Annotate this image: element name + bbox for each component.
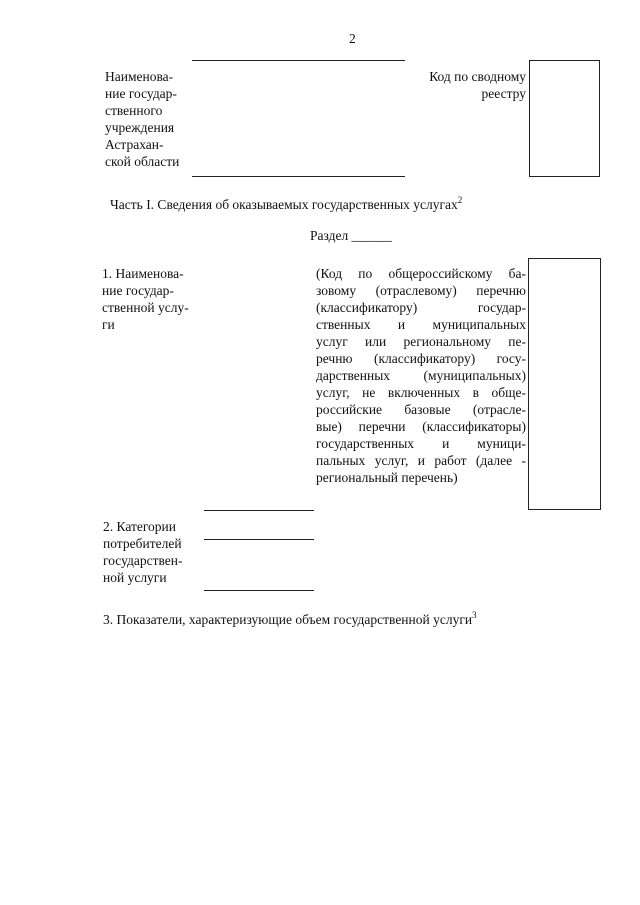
classifier-code-note-line: речню (классификатору) госу- [316,351,526,366]
part-title-footnote: 2 [457,195,463,205]
service-name-label-line: 1. Наименова- [102,266,184,281]
register-code-box [529,60,600,177]
institution-label-line: Наименова- [105,69,174,84]
consumer-category-line-bottom [204,590,314,591]
classifier-code-note-line: дарственных (муниципальных) [316,368,526,383]
classifier-code-note [316,265,526,486]
service-name-label [102,265,189,333]
consumer-category-label-line: 2. Категории [103,519,177,534]
volume-indicators-text: 3. Показатели, характеризующие объем государственной услуги [103,612,473,627]
consumer-category-line [204,539,314,540]
classifier-code-note-line: (классификатору) государ- [316,300,526,315]
institution-bottom-line [192,176,405,177]
classifier-code-note-line: ственных и муниципальных [316,317,526,332]
institution-label-line: Астрахан- [105,137,164,152]
service-name-label-line: ственной услу- [102,300,189,315]
volume-indicators-footnote: 3 [472,610,477,620]
section-label: Раздел ______ [310,228,393,243]
consumer-category-label [103,518,183,586]
classifier-code-note-line: государственных и муници- [316,436,526,451]
classifier-code-note-line: вые) перечни (классификаторы) [316,419,526,434]
institution-label-line: ской области [105,154,180,169]
consumer-category-label-line: потребителей [103,536,182,551]
service-name-label-line: ги [102,317,115,332]
volume-indicators-title [103,611,477,630]
institution-top-line [192,60,405,61]
page-number: 2 [349,31,356,46]
consumer-category-label-line: государствен- [103,553,183,568]
register-code-label-line: Код по сводному [429,69,526,84]
classifier-code-note-line: региональный перечень) [316,470,458,485]
classifier-code-note-line: услуг или региональному пе- [316,334,526,349]
consumer-category-label-line: ной услуги [103,570,167,585]
institution-label-line: ственного [105,103,163,118]
classifier-code-note-line: российские базовые (отрасле- [316,402,526,417]
classifier-code-box [528,258,601,510]
classifier-code-note-line: услуг, не включенных в обще- [316,385,526,400]
institution-label-line: учреждения [105,120,175,135]
part-title [110,196,462,215]
classifier-code-note-line: пальных услуг, и работ (далее - [316,453,526,468]
institution-label-line: ние государ- [105,86,177,101]
part-title-text: Часть I. Сведения об оказываемых государственных услугах [110,197,458,212]
classifier-code-note-line: (Код по общероссийскому ба- [316,266,526,281]
service-name-line [204,510,314,511]
institution-label [105,68,179,170]
register-code-label [408,68,526,102]
register-code-label-line: реестру [481,86,526,101]
classifier-code-note-line: зовому (отраслевому) перечню [316,283,526,298]
service-name-label-line: ние государ- [102,283,174,298]
